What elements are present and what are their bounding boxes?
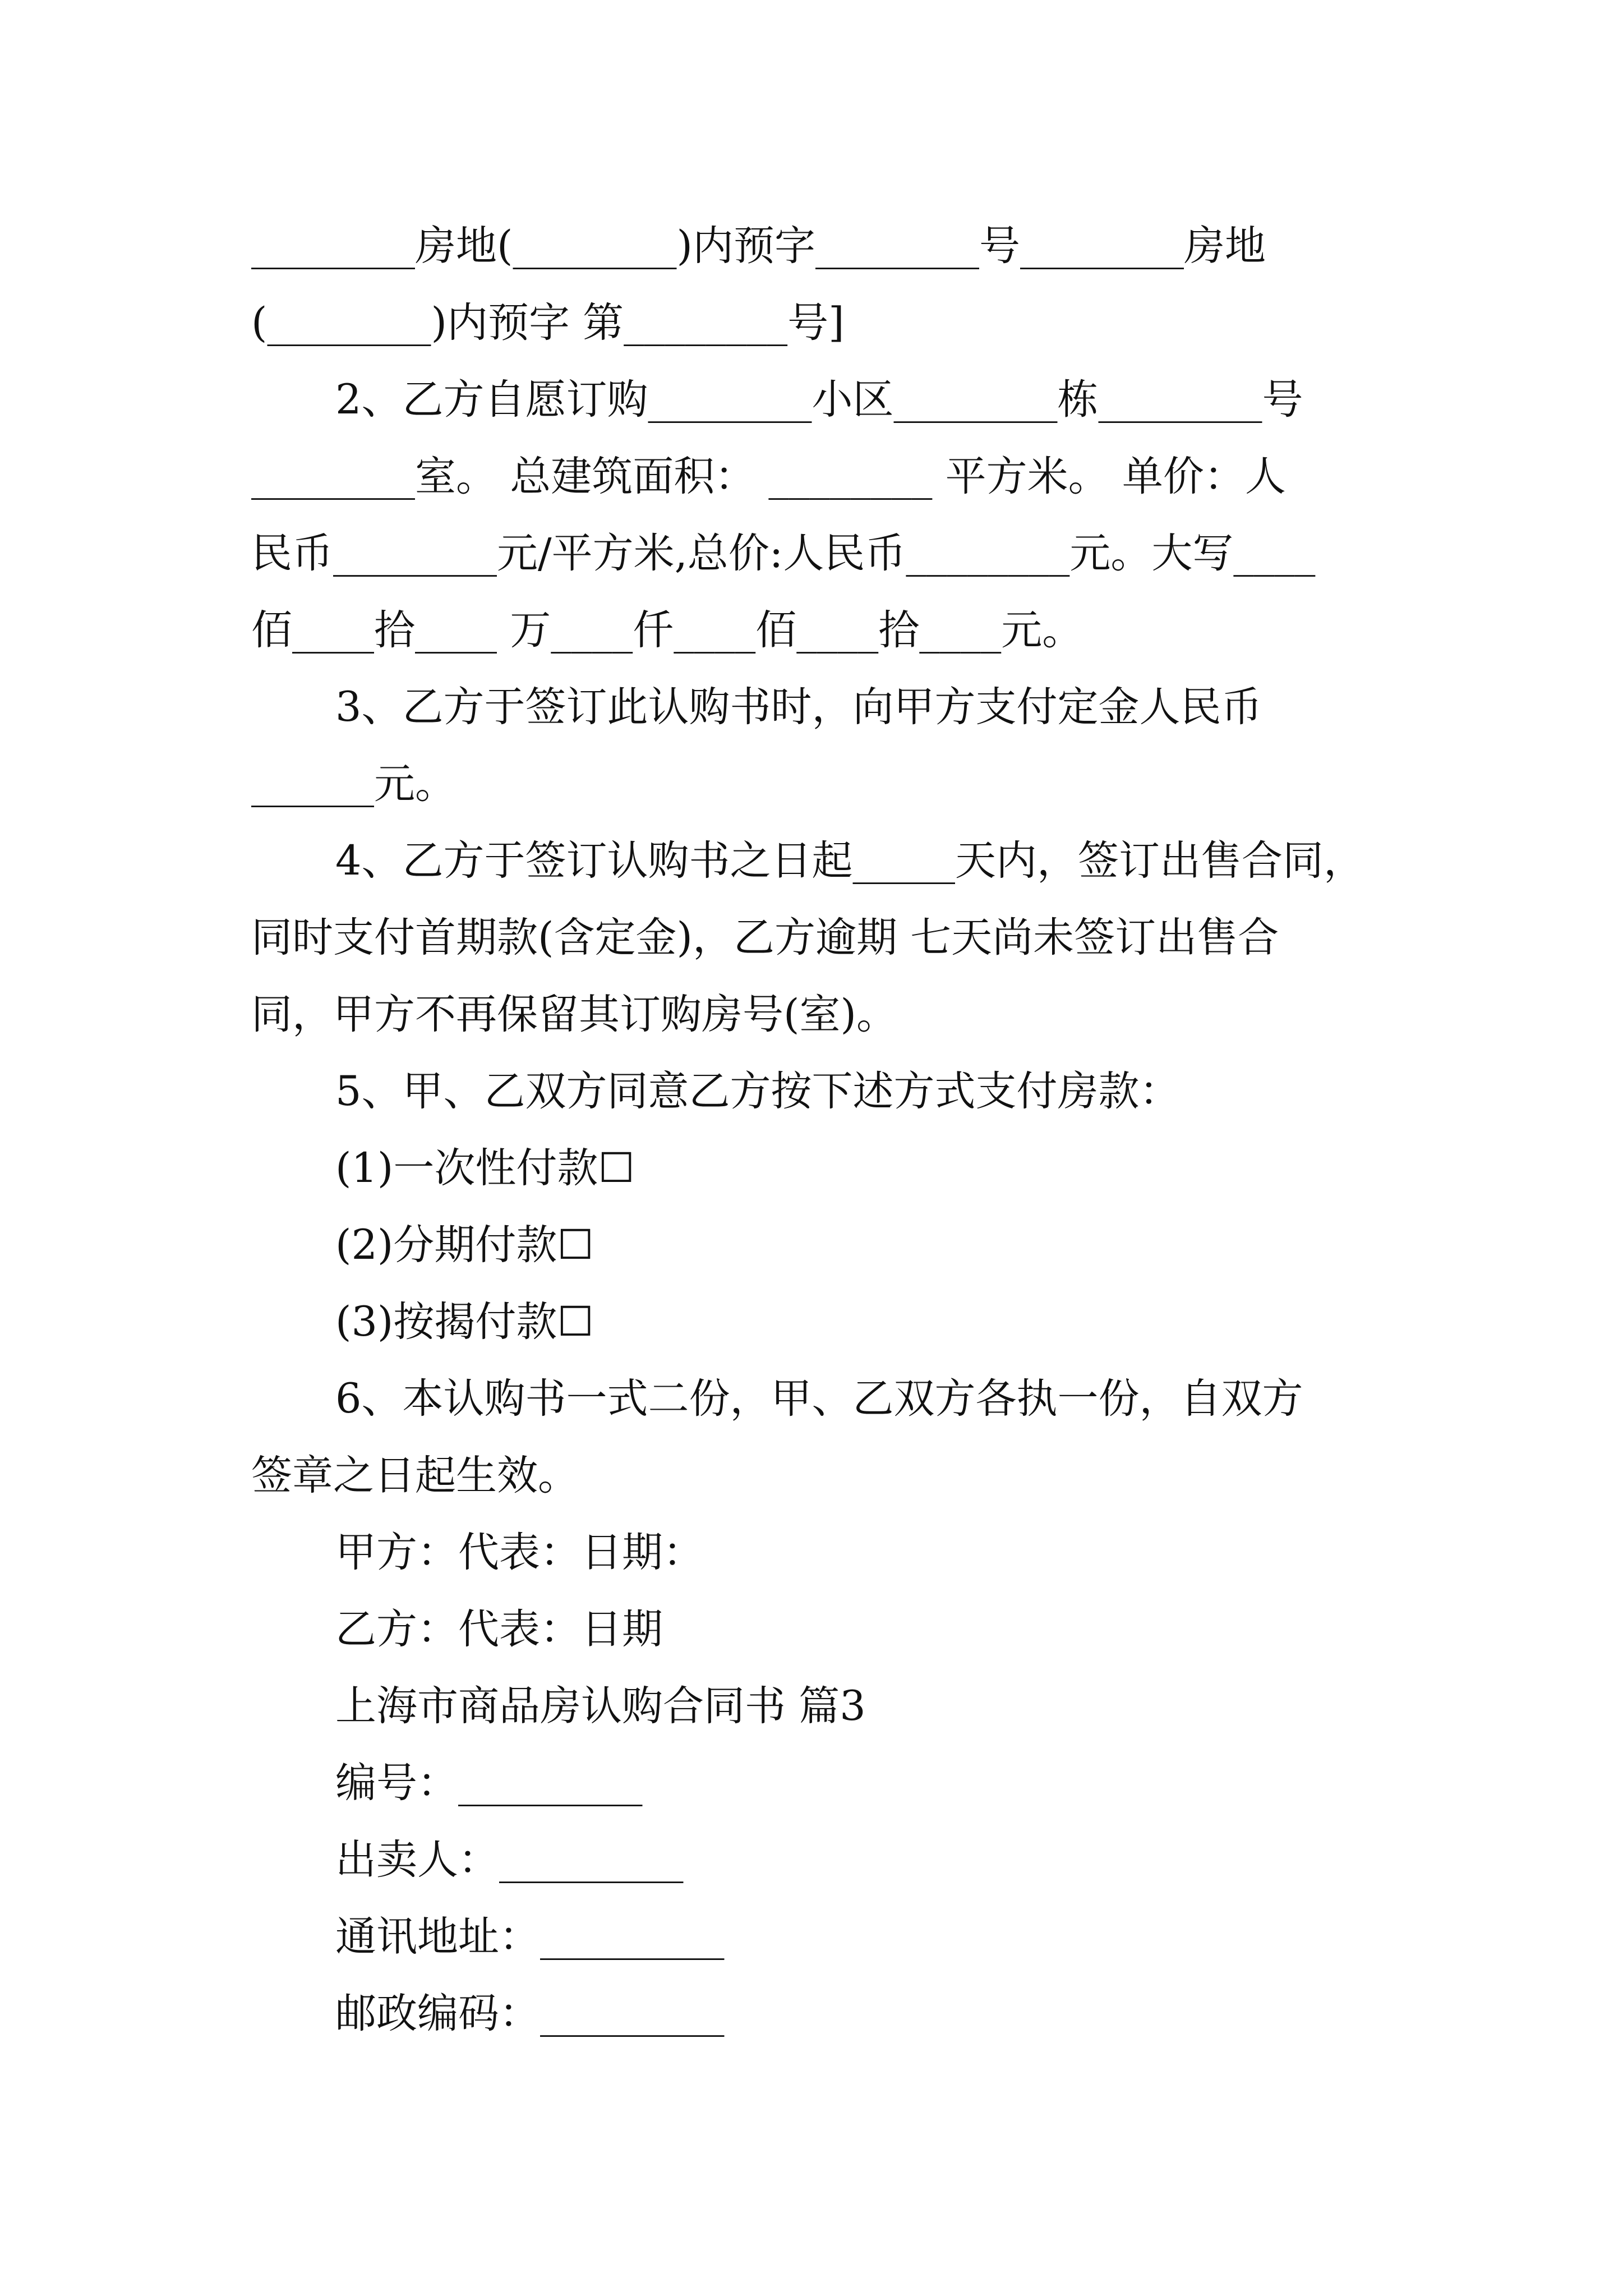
line-text: 4、乙方于签订认购书之日起_____天内，签订出售合同， bbox=[335, 837, 1364, 885]
text-line-2 bbox=[251, 284, 1390, 361]
document-body bbox=[251, 208, 1390, 2052]
line-text: ________房地(________)内预字________号________房地 bbox=[251, 222, 1266, 270]
line-text: ______元。 bbox=[251, 760, 456, 808]
payment-option-3 bbox=[251, 1283, 1390, 1360]
postal-code-field bbox=[251, 1975, 1390, 2052]
clause-3-line-1 bbox=[251, 669, 1390, 746]
line-text: 甲方：代表：日期： bbox=[335, 1529, 704, 1576]
line-text: 同时支付首期款(含定金)，乙方逾期 七天尚未签订出售合 bbox=[251, 914, 1279, 961]
line-text: (________)内预字 第________号] bbox=[251, 299, 845, 347]
clause-2-line-2 bbox=[251, 438, 1390, 515]
line-text: 5、甲、乙双方同意乙方按下述方式支付房款： bbox=[335, 1068, 1181, 1115]
line-text: 佰____拾____ 万____仟____佰____拾____元。 bbox=[251, 606, 1083, 654]
clause-3-line-2 bbox=[251, 746, 1390, 822]
line-text: (3)按揭付款☐ bbox=[335, 1298, 594, 1346]
party-a-signature-line bbox=[251, 1514, 1390, 1591]
clause-4-line-2 bbox=[251, 899, 1390, 976]
line-text: (2)分期付款☐ bbox=[335, 1221, 594, 1269]
clause-4-line-1 bbox=[251, 822, 1390, 899]
clause-2-line-1 bbox=[251, 361, 1390, 438]
clause-6-line-1 bbox=[251, 1360, 1390, 1437]
line-text: 6、本认购书一式二份，甲、乙双方各执一份，自双方 bbox=[335, 1375, 1303, 1423]
clause-6-line-2 bbox=[251, 1437, 1390, 1514]
clause-2-line-3 bbox=[251, 515, 1390, 592]
line-text: (1)一次性付款☐ bbox=[335, 1144, 635, 1192]
line-text: 乙方：代表：日期 bbox=[335, 1605, 663, 1653]
line-text: 3、乙方于签订此认购书时，向甲方支付定金人民币 bbox=[335, 683, 1262, 731]
clause-5-line-1 bbox=[251, 1053, 1390, 1130]
line-text: 上海市商品房认购合同书 篇3 bbox=[335, 1682, 866, 1730]
clause-4-line-3 bbox=[251, 976, 1390, 1053]
line-text: 编号：_________ bbox=[335, 1759, 643, 1807]
contract-number-field bbox=[251, 1745, 1390, 1821]
line-text: 出卖人：_________ bbox=[335, 1836, 684, 1884]
line-text: 2、乙方自愿订购________小区________栋________号 bbox=[335, 376, 1303, 424]
text-line-1 bbox=[251, 208, 1390, 284]
line-text: 同，甲方不再保留其订购房号(室)。 bbox=[251, 991, 897, 1038]
line-text: ________室。 总建筑面积： ________ 平方米。 单价：人 bbox=[251, 453, 1286, 500]
clause-2-line-4 bbox=[251, 592, 1390, 669]
address-field bbox=[251, 1898, 1390, 1975]
payment-option-1 bbox=[251, 1130, 1390, 1207]
payment-option-2 bbox=[251, 1207, 1390, 1283]
line-text: 邮政编码：_________ bbox=[335, 1990, 725, 2037]
line-text: 签章之日起生效。 bbox=[251, 1452, 579, 1499]
party-b-signature-line bbox=[251, 1591, 1390, 1668]
seller-field bbox=[251, 1821, 1390, 1898]
line-text: 民币________元/平方米,总价:人民币________元。大写____ bbox=[251, 530, 1316, 577]
line-text: 通讯地址：_________ bbox=[335, 1913, 725, 1961]
section-title bbox=[251, 1668, 1390, 1745]
